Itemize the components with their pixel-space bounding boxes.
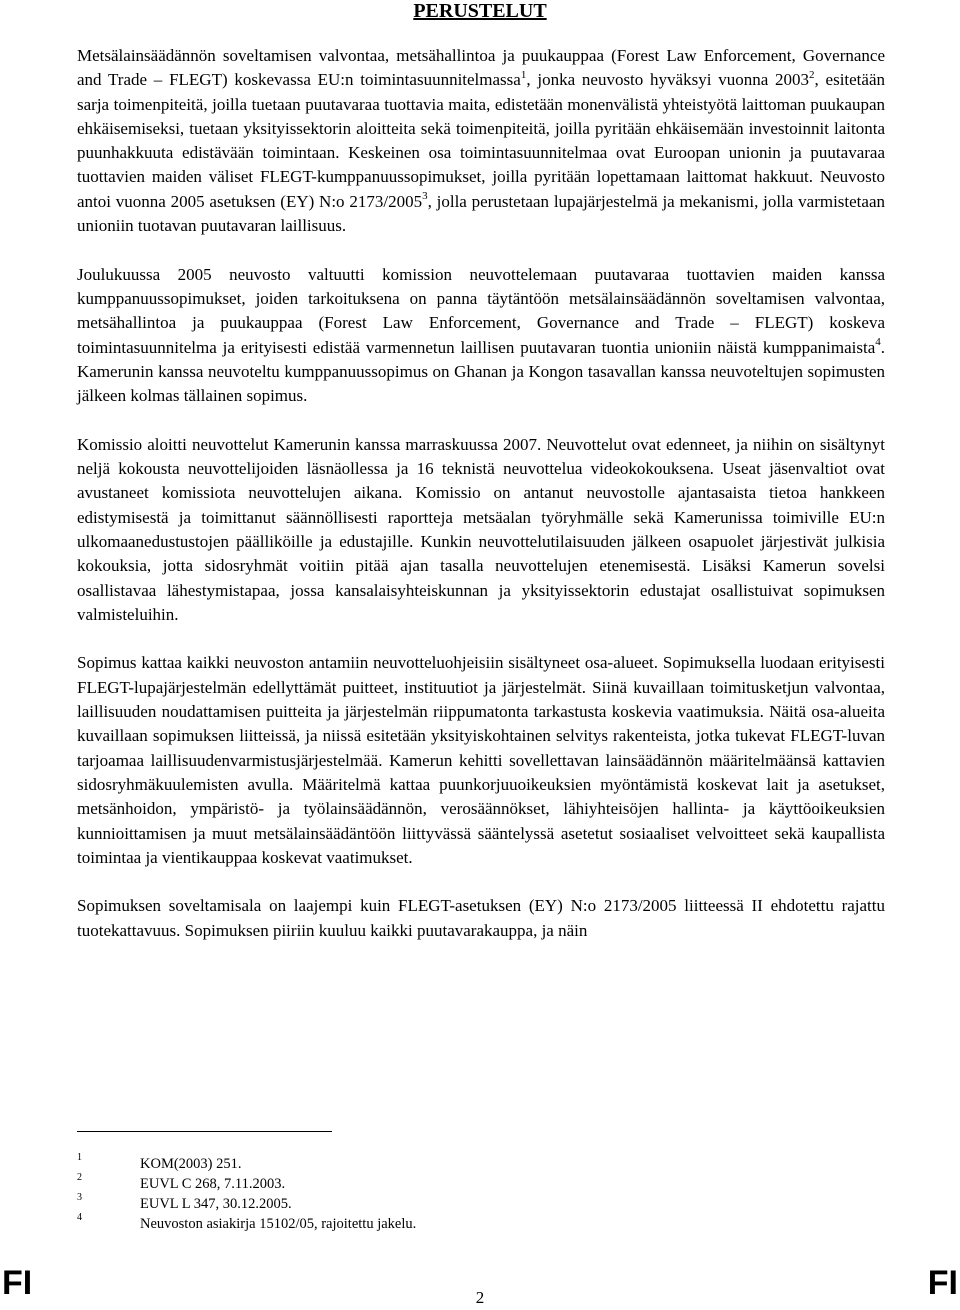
footer-language-right: FI: [927, 1264, 958, 1302]
paragraph-2-text-b: . Kamerunin kanssa neuvoteltu kumppanuussopimus on Ghanan ja Kongon tasavallan kanssa neuvoteltujen sopimusten jälkeen kolmas tällainen sopimus.: [77, 337, 885, 406]
footnote-number: 1: [77, 1152, 82, 1163]
page-number: 2: [475, 1288, 485, 1307]
footnote-ref-1: 1: [520, 68, 527, 81]
paragraph-1-text-c: , esitetään sarja toimenpiteitä, joilla tuetaan puutavaraa tuottavia maita, edistetään monenvälistä yhteistyötä laittoman puukaupan ehkäisemiseksi, tuetaan yksityissektorin aloitteita sekä toimenpiteitä, joilla pyritään ehkäisemään investoinnit laitonta puunhakkuuta edistävään toimintaan. Keskeinen osa toimintasuunnitelmaa ovat Euroopan unionin ja puutavaraa tuottavien maiden väliset FLEGT-kumppanuussopimukset, joilla pyritään lopettamaan laittomat hakkuut. Neuvosto antoi vuonna 2005 asetuksen (EY) N:o 2173/2005: [77, 70, 885, 211]
footer-language-left: FI: [2, 1264, 33, 1302]
paragraph-5: Sopimuksen soveltamisala on laajempi kuin FLEGT-asetuksen (EY) N:o 2173/2005 liitteessä II ehdotettu rajattu tuotekattavuus. Sopimuksen piiriin kuuluu kaikki puutavarakauppa, ja näin: [77, 896, 885, 940]
footnote-separator: [77, 1131, 332, 1132]
paragraph-4: Sopimus kattaa kaikki neuvoston antamiin neuvotteluohjeisiin sisältyneet osa-alueet. Sopimuksella luodaan erityisesti FLEGT-lupajärjestelmän edellyttämät puitteet, instituutiot ja järjestelmät. Siinä kuvaillaan toimitusketjun valvontaa, laillisuuden noudattamisen puitteita ja järjestelmän riippumatonta tarkastusta koskevia vaatimuksia. Näitä osa-alueita kuvaillaan sopimuksen liitteissä, ja niissä esitetään yksityiskohtainen selvitys rakenteista, jotka tukevat FLEGT-luvan tarjoamaa laillisuudenvarmistusjärjestelmää. Kamerun kehitti sovellettavan lainsäädännön määritelmäänsä kattavien sidosryhmäkuulemisten avulla. Määritelmä kattaa puunkorjuuoikeuksien myöntämistä koskevat lait ja asetukset, metsänhoidon, ympäristö- ja työlainsäädännön, verosäännökset, lähiyhteisöjen hallinta- ja käyttöoikeuksien kunnioittamisen ja muut metsälainsäädäntöön liittyvässä sääntelyssä asetetut sosiaaliset velvoitteet sekä kaupallista toimintaa ja vientikauppaa koskevat vaatimukset.: [77, 653, 885, 867]
paragraph-2: [77, 263, 885, 409]
paragraph-1: [77, 44, 885, 238]
footnote-text: EUVL C 268, 7.11.2003.: [140, 1176, 286, 1192]
paragraph-3: Komissio aloitti neuvottelut Kamerunin kanssa marraskuussa 2007. Neuvottelut ovat edenneet, ja niihin on sisältynyt neljä kokousta neuvottelijoiden läsnäollessa ja 16 teknistä neuvottelua videokokouksena. Useat jäsenvaltiot ovat avustaneet komissiota neuvottelujen aikana. Komissio on antanut neuvostolle ajantasaista tietoa hankkeen edistymisestä ja toimittanut säännöllisesti raportteja metsäalan työryhmälle sekä Kamerunissa toimiville EU:n ulkomaanedustustojen päälliköille ja edustajille. Kunkin neuvottelutilaisuuden jälkeen osapuolet järjestivät julkisia kokouksia, jotta sidosryhmät voitiin pitää ajan tasalla neuvottelujen etenemisestä. Lisäksi Kamerun sovelsi osallistavaa lähestymistapaa, jossa kansalaisyhteiskunnan ja yksityissektorin edustajat osallistuivat sopimuksen valmisteluihin.: [77, 434, 885, 624]
title-text: PERUSTELUT: [413, 0, 547, 22]
footnote-number: 3: [77, 1192, 82, 1203]
paragraph-1-text-a: Metsälainsäädännön soveltamisen valvontaa, metsähallintoa ja puukauppaa (Forest Law Enforcement, Governance and Trade – FLEGT) koskevassa EU:n toimintasuunnitelmassa: [77, 46, 885, 90]
footnote-number: 4: [77, 1212, 82, 1223]
document-body: [77, 44, 885, 943]
footnote-number: 2: [77, 1172, 82, 1183]
footnote-text: Neuvoston asiakirja 15102/05, rajoitettu jakelu.: [140, 1216, 417, 1232]
footnote-ref-3: 3: [422, 190, 428, 203]
footnote-text: EUVL L 347, 30.12.2005.: [140, 1196, 292, 1212]
paragraph-2-text-a: Joulukuussa 2005 neuvosto valtuutti komission neuvottelemaan puutavaraa tuottavien maiden kanssa kumppanuussopimukset, joiden tarkoituksena on panna täytäntöön metsälainsäädännön soveltamisen valvontaa, metsähallintoa ja puukauppaa (Forest Law Enforcement, Governance and Trade – FLEGT) koskeva toimintasuunnitelma ja erityisesti edistää varmennetun laillisen puutavaran tuontia unioniin näistä kumppanimaista: [77, 264, 885, 357]
page-title: [0, 0, 960, 22]
paragraph-1-text-b: , jonka neuvosto hyväksyi vuonna 2003: [526, 70, 810, 90]
paragraph-1-text-d: , jolla perustetaan lupajärjestelmä ja mekanismi, jolla varmistetaan unioniin tuotavan puutavaran laillisuus.: [77, 191, 885, 236]
footnote-ref-2: 2: [809, 68, 815, 81]
footnote-text: KOM(2003) 251.: [140, 1156, 242, 1172]
footnote-ref-4: 4: [875, 335, 881, 348]
